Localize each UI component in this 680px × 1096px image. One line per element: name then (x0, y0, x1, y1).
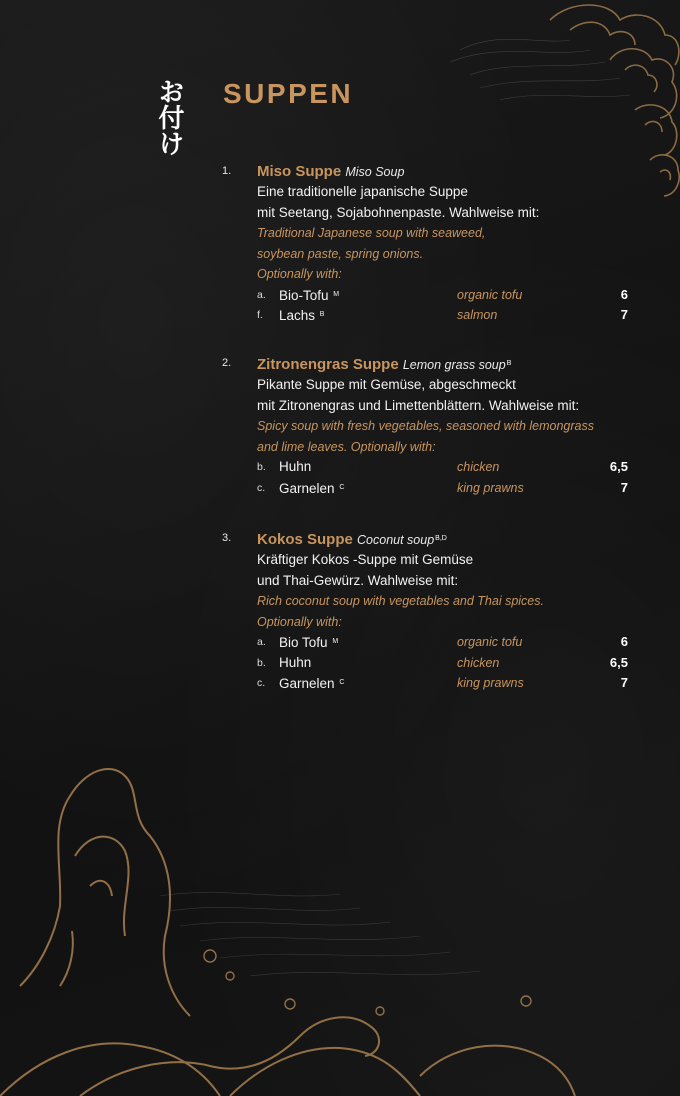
option-row (257, 478, 628, 499)
desc-de-line: Kräftiger Kokos -Suppe mit Gemüse (257, 552, 474, 567)
option-price: 7 (620, 479, 628, 495)
option-name-en: king prawns (457, 676, 524, 690)
option-row (257, 673, 628, 694)
desc-de-line: Pikante Suppe mit Gemüse, abgeschmeckt (257, 377, 516, 392)
option-letter: b. (257, 461, 266, 473)
option-name-en: chicken (457, 655, 500, 670)
menu-item-miso (222, 162, 628, 326)
option-letter: f. (257, 309, 263, 321)
option-name-de: Bio-Tofu $^M$ (279, 287, 340, 303)
desc-en-line: Spicy soup with fresh vegetables, seasoned with lemongrass (257, 419, 594, 433)
item-number: 2. (222, 357, 232, 369)
desc-en-line: Rich coconut soup with vegetables and Thai spices. (257, 594, 544, 608)
option-price: 6,5 (609, 459, 628, 474)
option-name-de: Garnelen $^C$ (279, 480, 345, 496)
option-letter: b. (257, 656, 266, 669)
allergen-code: C (339, 483, 345, 491)
option-name-de: Huhn (279, 654, 312, 670)
option-price: 6,5 (609, 654, 628, 670)
allergen-code: B,D (435, 535, 447, 542)
option-name-de: Huhn (279, 459, 312, 474)
desc-en-line: soybean paste, spring onions. (257, 246, 424, 261)
desc-en-line: and lime leaves. Optionally with: (257, 439, 436, 454)
option-price: 6 (620, 286, 628, 302)
option-row (257, 653, 628, 674)
option-name-en: salmon (457, 308, 498, 322)
item-number: 1. (222, 165, 232, 177)
option-name-de: Bio Tofu $^M$ (279, 635, 339, 650)
item-heading (257, 162, 628, 182)
wave-mountain-ornament-icon (0, 736, 680, 1096)
option-letter: c. (257, 481, 266, 494)
option-price: 6 (620, 634, 628, 649)
allergen-code: M (332, 638, 339, 645)
item-name: Kokos Suppe (257, 531, 353, 548)
option-letter: c. (257, 677, 266, 689)
kanji-heading: お付け (154, 78, 184, 156)
item-name-en: Miso Soup (345, 165, 405, 179)
option-letter: a. (257, 288, 266, 301)
desc-de-line: mit Zitronengras und Limettenblättern. Wahlweise mit: (257, 397, 580, 413)
page-title: SUPPEN (223, 78, 354, 109)
option-name-en: organic tofu (457, 635, 523, 649)
menu-item-lemongrass (222, 354, 628, 498)
desc-en-line: Traditional Japanese soup with seaweed, (257, 226, 486, 240)
desc-en-line: Optionally with: (257, 614, 342, 629)
item-heading (257, 354, 628, 375)
option-price: 7 (620, 307, 628, 322)
option-name-en: chicken (457, 460, 500, 474)
allergen-code: C (339, 679, 345, 686)
item-name-en: Lemon grass soup (402, 358, 506, 372)
option-name-en: organic tofu (457, 287, 523, 302)
item-name: Zitronengras Suppe (257, 356, 399, 373)
option-letter: a. (257, 636, 266, 648)
desc-en-line: Optionally with: (257, 267, 342, 281)
option-name-de: Lachs $^B$ (279, 308, 325, 323)
option-row (257, 305, 628, 326)
desc-de-line: mit Seetang, Sojabohnenpaste. Wahlweise mit: (257, 204, 540, 220)
allergen-code: M (333, 290, 340, 298)
item-name: Miso Suppe (257, 163, 342, 180)
allergen-code: B (319, 311, 325, 318)
menu-item-coconut (222, 529, 628, 694)
allergen-code: B (506, 360, 512, 367)
option-name-de: Garnelen $^C$ (279, 676, 345, 691)
item-name-en: Coconut soup (357, 533, 435, 547)
option-name-en: king prawns (457, 480, 524, 495)
option-row (257, 632, 628, 653)
item-number: 3. (222, 532, 232, 544)
item-heading (257, 529, 628, 550)
option-price: 7 (620, 675, 628, 690)
option-row (257, 457, 628, 478)
desc-de-line: Eine traditionelle japanische Suppe (257, 184, 468, 199)
option-row (257, 285, 628, 306)
desc-de-line: und Thai-Gewürz. Wahlweise mit: (257, 572, 459, 588)
